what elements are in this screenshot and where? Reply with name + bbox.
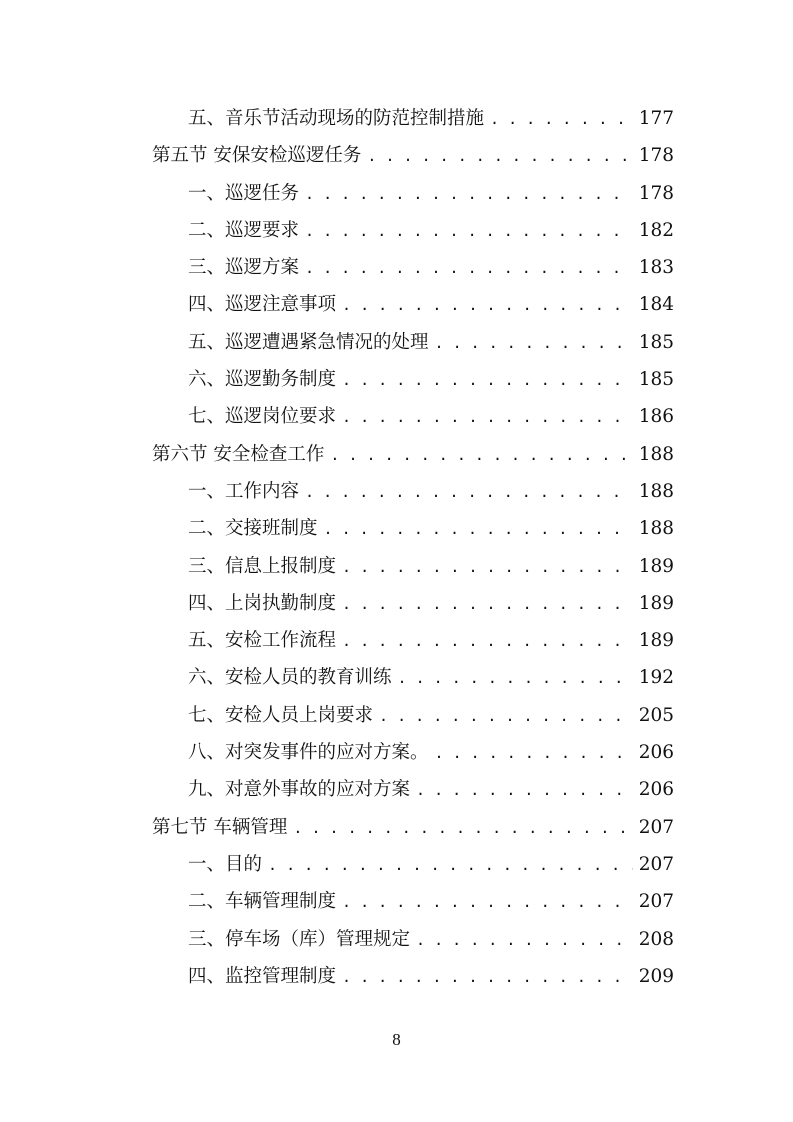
toc-subsection-entry[interactable]: [152, 249, 674, 286]
toc-subsection-entry[interactable]: [152, 846, 674, 883]
toc-entry-title: 三、巡逻方案: [188, 257, 300, 279]
toc-entry-page: 189: [638, 592, 674, 614]
toc-entry-title: 第七节 车辆管理: [152, 816, 288, 838]
toc-entry-page: 209: [638, 965, 674, 987]
toc-section-entry[interactable]: [152, 137, 674, 174]
toc-entry-title: 六、安检人员的教育训练: [188, 667, 392, 689]
toc-entry-page: 182: [638, 219, 674, 241]
toc-subsection-entry[interactable]: [152, 958, 674, 995]
toc-dot-leader: [330, 437, 632, 474]
toc-entry-title: 第五节 安保安检巡逻任务: [152, 145, 362, 167]
toc-subsection-entry[interactable]: [152, 361, 674, 398]
toc-section-entry[interactable]: [152, 436, 674, 473]
toc-dot-leader: [398, 660, 633, 697]
toc-dot-leader: [268, 847, 633, 884]
toc-subsection-entry[interactable]: [152, 212, 674, 249]
toc-entry-title: 三、信息上报制度: [188, 555, 337, 577]
toc-subsection-entry[interactable]: [152, 734, 674, 771]
toc-dot-leader: [379, 698, 633, 735]
toc-dot-leader: [435, 735, 633, 772]
toc-entry-title: 四、监控管理制度: [188, 965, 337, 987]
toc-entry-page: 192: [638, 667, 674, 689]
toc-dot-leader: [490, 101, 633, 138]
toc-subsection-entry[interactable]: [152, 771, 674, 808]
toc-entry-page: 177: [638, 108, 674, 129]
toc-dot-leader: [305, 474, 633, 511]
toc-dot-leader: [342, 287, 633, 324]
toc-entry-page: 185: [638, 331, 674, 353]
toc-entry-page: 207: [638, 853, 674, 875]
toc-entry-title: 三、停车场（库）管理规定: [188, 928, 411, 950]
toc-entry-title: 九、对意外事故的应对方案: [188, 779, 411, 801]
toc-entry-page: 185: [638, 369, 674, 391]
toc-subsection-entry[interactable]: [152, 324, 674, 361]
toc-subsection-entry[interactable]: [152, 883, 674, 920]
toc-entry-title: 四、上岗执勤制度: [188, 592, 337, 614]
toc-dot-leader: [342, 959, 633, 996]
toc-entry-title: 五、音乐节活动现场的防范控制措施: [188, 108, 485, 129]
toc-subsection-entry[interactable]: [152, 510, 674, 547]
toc-entry-title: 四、巡逻注意事项: [188, 294, 337, 316]
toc-entry-page: 189: [638, 630, 674, 652]
toc-subsection-entry[interactable]: [152, 659, 674, 696]
toc-dot-leader: [305, 213, 633, 250]
toc-subsection-entry[interactable]: [152, 473, 674, 510]
toc-entry-page: 183: [638, 257, 674, 279]
toc-entry-title: 二、交接班制度: [188, 518, 318, 540]
toc-entry-page: 207: [638, 816, 674, 838]
toc-entry-title: 一、巡逻任务: [188, 182, 300, 204]
toc-entry-page: 188: [638, 518, 674, 540]
toc-entry-title: 七、巡逻岗位要求: [188, 406, 337, 428]
toc-dot-leader: [367, 138, 632, 175]
toc-entry-page: 188: [638, 443, 674, 465]
toc-dot-leader: [435, 325, 633, 362]
toc-entry-page: 178: [638, 182, 674, 204]
toc-entry-title: 七、安检人员上岗要求: [188, 704, 374, 726]
toc-entry-page: 188: [638, 480, 674, 502]
toc-entry-title: 六、巡逻勤务制度: [188, 369, 337, 391]
toc-subsection-entry[interactable]: [152, 585, 674, 622]
toc-dot-leader: [342, 623, 633, 660]
toc-dot-leader: [342, 399, 633, 436]
toc-entry-page: 205: [638, 704, 674, 726]
toc-entry-page: 206: [638, 779, 674, 801]
toc-entry-page: 206: [638, 742, 674, 764]
toc-entry-title: 一、工作内容: [188, 480, 300, 502]
toc-subsection-entry[interactable]: [152, 398, 674, 435]
toc-dot-leader: [342, 884, 633, 921]
toc-dot-leader: [342, 549, 633, 586]
toc-entry-page: 207: [638, 891, 674, 913]
table-of-contents: [152, 100, 674, 995]
toc-entry-title: 一、目的: [188, 853, 263, 875]
toc-entry-page: 184: [638, 294, 674, 316]
toc-entry-title: 第六节 安全检查工作: [152, 443, 325, 465]
toc-subsection-entry[interactable]: [152, 622, 674, 659]
toc-entry-title: 二、巡逻要求: [188, 219, 300, 241]
toc-subsection-entry[interactable]: [152, 286, 674, 323]
toc-entry-title: 五、巡逻遭遇紧急情况的处理: [188, 331, 429, 353]
toc-section-entry[interactable]: [152, 809, 674, 846]
page-number: 8: [392, 1030, 401, 1049]
toc-dot-leader: [342, 362, 633, 399]
toc-entry-page: 189: [638, 555, 674, 577]
toc-entry-title: 二、车辆管理制度: [188, 891, 337, 913]
toc-dot-leader: [293, 810, 632, 847]
toc-dot-leader: [324, 511, 633, 548]
toc-dot-leader: [305, 176, 633, 213]
toc-entry-page: 208: [638, 928, 674, 950]
toc-dot-leader: [416, 922, 633, 959]
toc-dot-leader: [342, 586, 633, 623]
toc-subsection-entry[interactable]: [152, 100, 674, 137]
toc-entry-title: 八、对突发事件的应对方案。: [188, 742, 429, 764]
toc-entry-page: 186: [638, 406, 674, 428]
toc-subsection-entry[interactable]: [152, 921, 674, 958]
toc-subsection-entry[interactable]: [152, 697, 674, 734]
toc-dot-leader: [416, 772, 633, 809]
toc-entry-page: 178: [638, 145, 674, 167]
toc-entry-title: 五、安检工作流程: [188, 630, 337, 652]
toc-subsection-entry[interactable]: [152, 548, 674, 585]
toc-subsection-entry[interactable]: [152, 175, 674, 212]
toc-dot-leader: [305, 250, 633, 287]
